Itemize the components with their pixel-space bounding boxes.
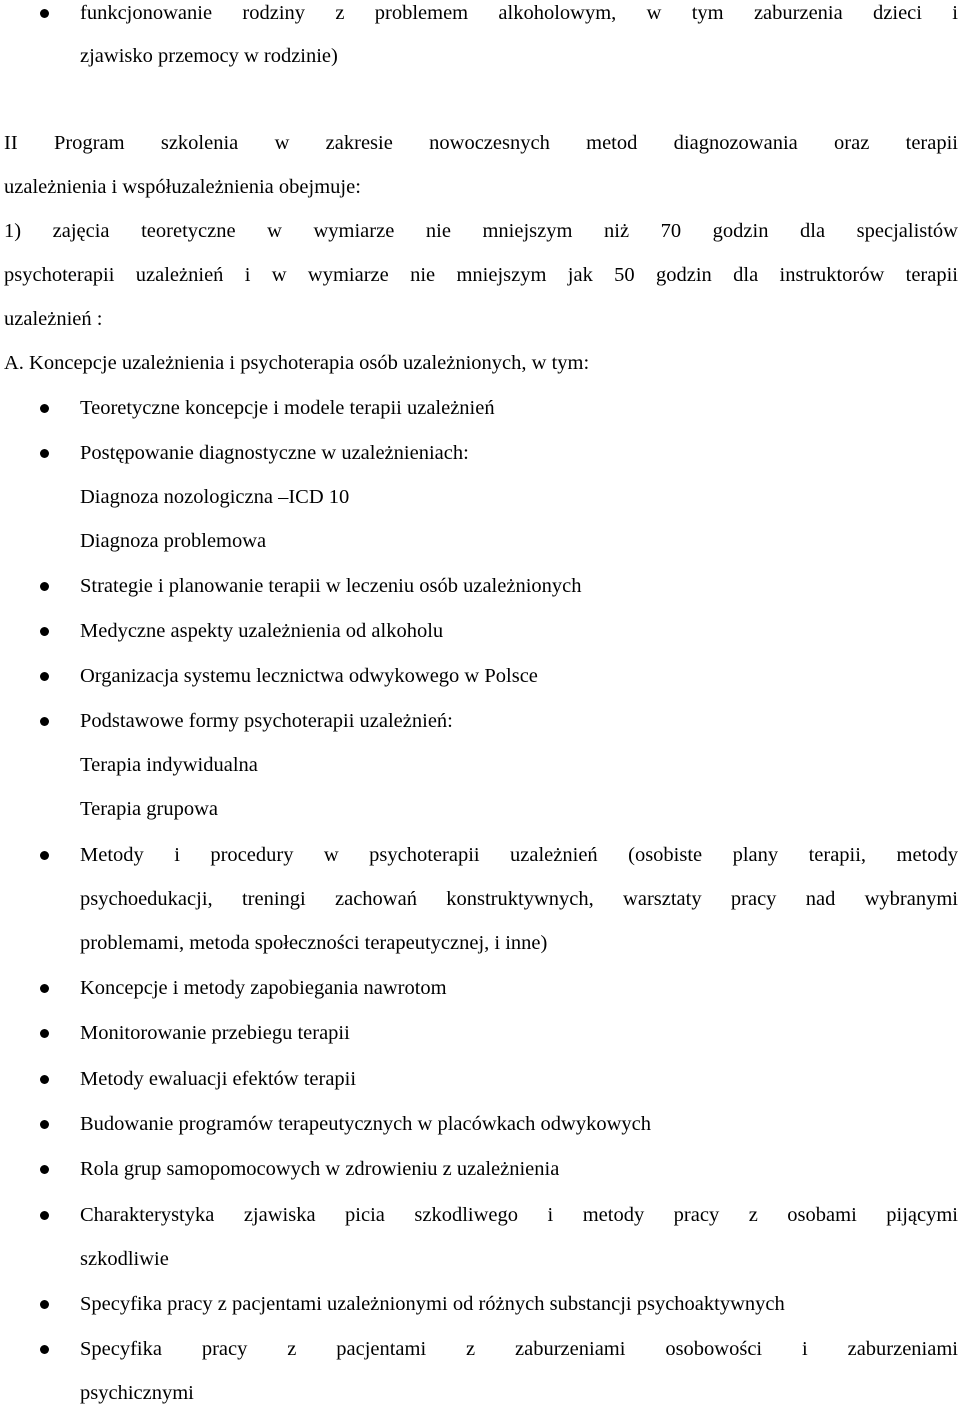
section-ii-line: uzależnienia i współuzależnienia obejmuje:	[4, 176, 361, 198]
list-item: Metody i procedury w psychoterapii uzależnień (osobiste plany terapii, metody	[80, 844, 958, 866]
list-item: Metody ewaluacji efektów terapii	[80, 1068, 357, 1090]
list-subitem: Terapia grupowa	[80, 798, 219, 820]
bullet-marker	[40, 449, 49, 458]
bullet-marker	[40, 9, 49, 18]
list-item: Postępowanie diagnostyczne w uzależnieniach:	[80, 442, 469, 464]
list-item-continuation: psychoedukacji, treningi zachowań konstruktywnych, warsztaty pracy nad wybranymi	[80, 888, 958, 910]
bullet-marker	[40, 627, 49, 636]
bullet-marker	[40, 1029, 49, 1038]
intro-bullet-line: zjawisko przemocy w rodzinie)	[80, 45, 338, 67]
intro-bullet-line: funkcjonowanie rodziny z problemem alkoholowym, w tym zaburzenia dzieci i	[80, 2, 958, 24]
list-subitem: Diagnoza nozologiczna –ICD 10	[80, 486, 350, 508]
list-item: Strategie i planowanie terapii w leczeniu osób uzależnionych	[80, 575, 582, 597]
bullet-marker	[40, 851, 49, 860]
list-item-continuation: problemami, metoda społeczności terapeutycznej, i inne)	[80, 932, 548, 954]
section-ii-line: II Program szkolenia w zakresie nowoczesnych metod diagnozowania oraz terapii	[4, 132, 958, 154]
item-1-line: psychoterapii uzależnień i w wymiarze nie mniejszym jak 50 godzin dla instruktorów terapii	[4, 264, 958, 286]
list-item: Rola grup samopomocowych w zdrowieniu z uzależnienia	[80, 1158, 560, 1180]
bullet-marker	[40, 672, 49, 681]
list-item: Teoretyczne koncepcje i modele terapii uzależnień	[80, 397, 495, 419]
list-item: Koncepcje i metody zapobiegania nawrotom	[80, 977, 447, 999]
list-item: Charakterystyka zjawiska picia szkodliwego i metody pracy z osobami pijącymi	[80, 1204, 958, 1226]
bullet-marker	[40, 1211, 49, 1220]
list-subitem: Diagnoza problemowa	[80, 530, 267, 552]
list-item-continuation: psychicznymi	[80, 1382, 194, 1404]
bullet-marker	[40, 1075, 49, 1084]
list-item: Organizacja systemu lecznictwa odwykowego w Polsce	[80, 665, 538, 687]
list-item: Medyczne aspekty uzależnienia od alkoholu	[80, 620, 444, 642]
list-subitem: Terapia indywidualna	[80, 754, 258, 776]
list-item-continuation: szkodliwie	[80, 1248, 169, 1270]
bullet-marker	[40, 984, 49, 993]
item-1-line: uzależnień :	[4, 308, 103, 330]
list-item: Podstawowe formy psychoterapii uzależnień:	[80, 710, 453, 732]
bullet-marker	[40, 1165, 49, 1174]
bullet-marker	[40, 582, 49, 591]
list-item: Specyfika pracy z pacjentami z zaburzeniami osobowości i zaburzeniami	[80, 1338, 958, 1360]
bullet-marker	[40, 404, 49, 413]
bullet-marker	[40, 1300, 49, 1309]
list-item: Specyfika pracy z pacjentami uzależnionymi od różnych substancji psychoaktywnych	[80, 1293, 785, 1315]
subsection-a-heading: A. Koncepcje uzależnienia i psychoterapia osób uzależnionych, w tym:	[4, 352, 590, 374]
bullet-marker	[40, 1345, 49, 1354]
bullet-marker	[40, 1120, 49, 1129]
item-1-line: 1) zajęcia teoretyczne w wymiarze nie mniejszym niż 70 godzin dla specjalistów	[4, 220, 958, 242]
list-item: Monitorowanie przebiegu terapii	[80, 1022, 350, 1044]
list-item: Budowanie programów terapeutycznych w placówkach odwykowych	[80, 1113, 651, 1135]
bullet-marker	[40, 717, 49, 726]
